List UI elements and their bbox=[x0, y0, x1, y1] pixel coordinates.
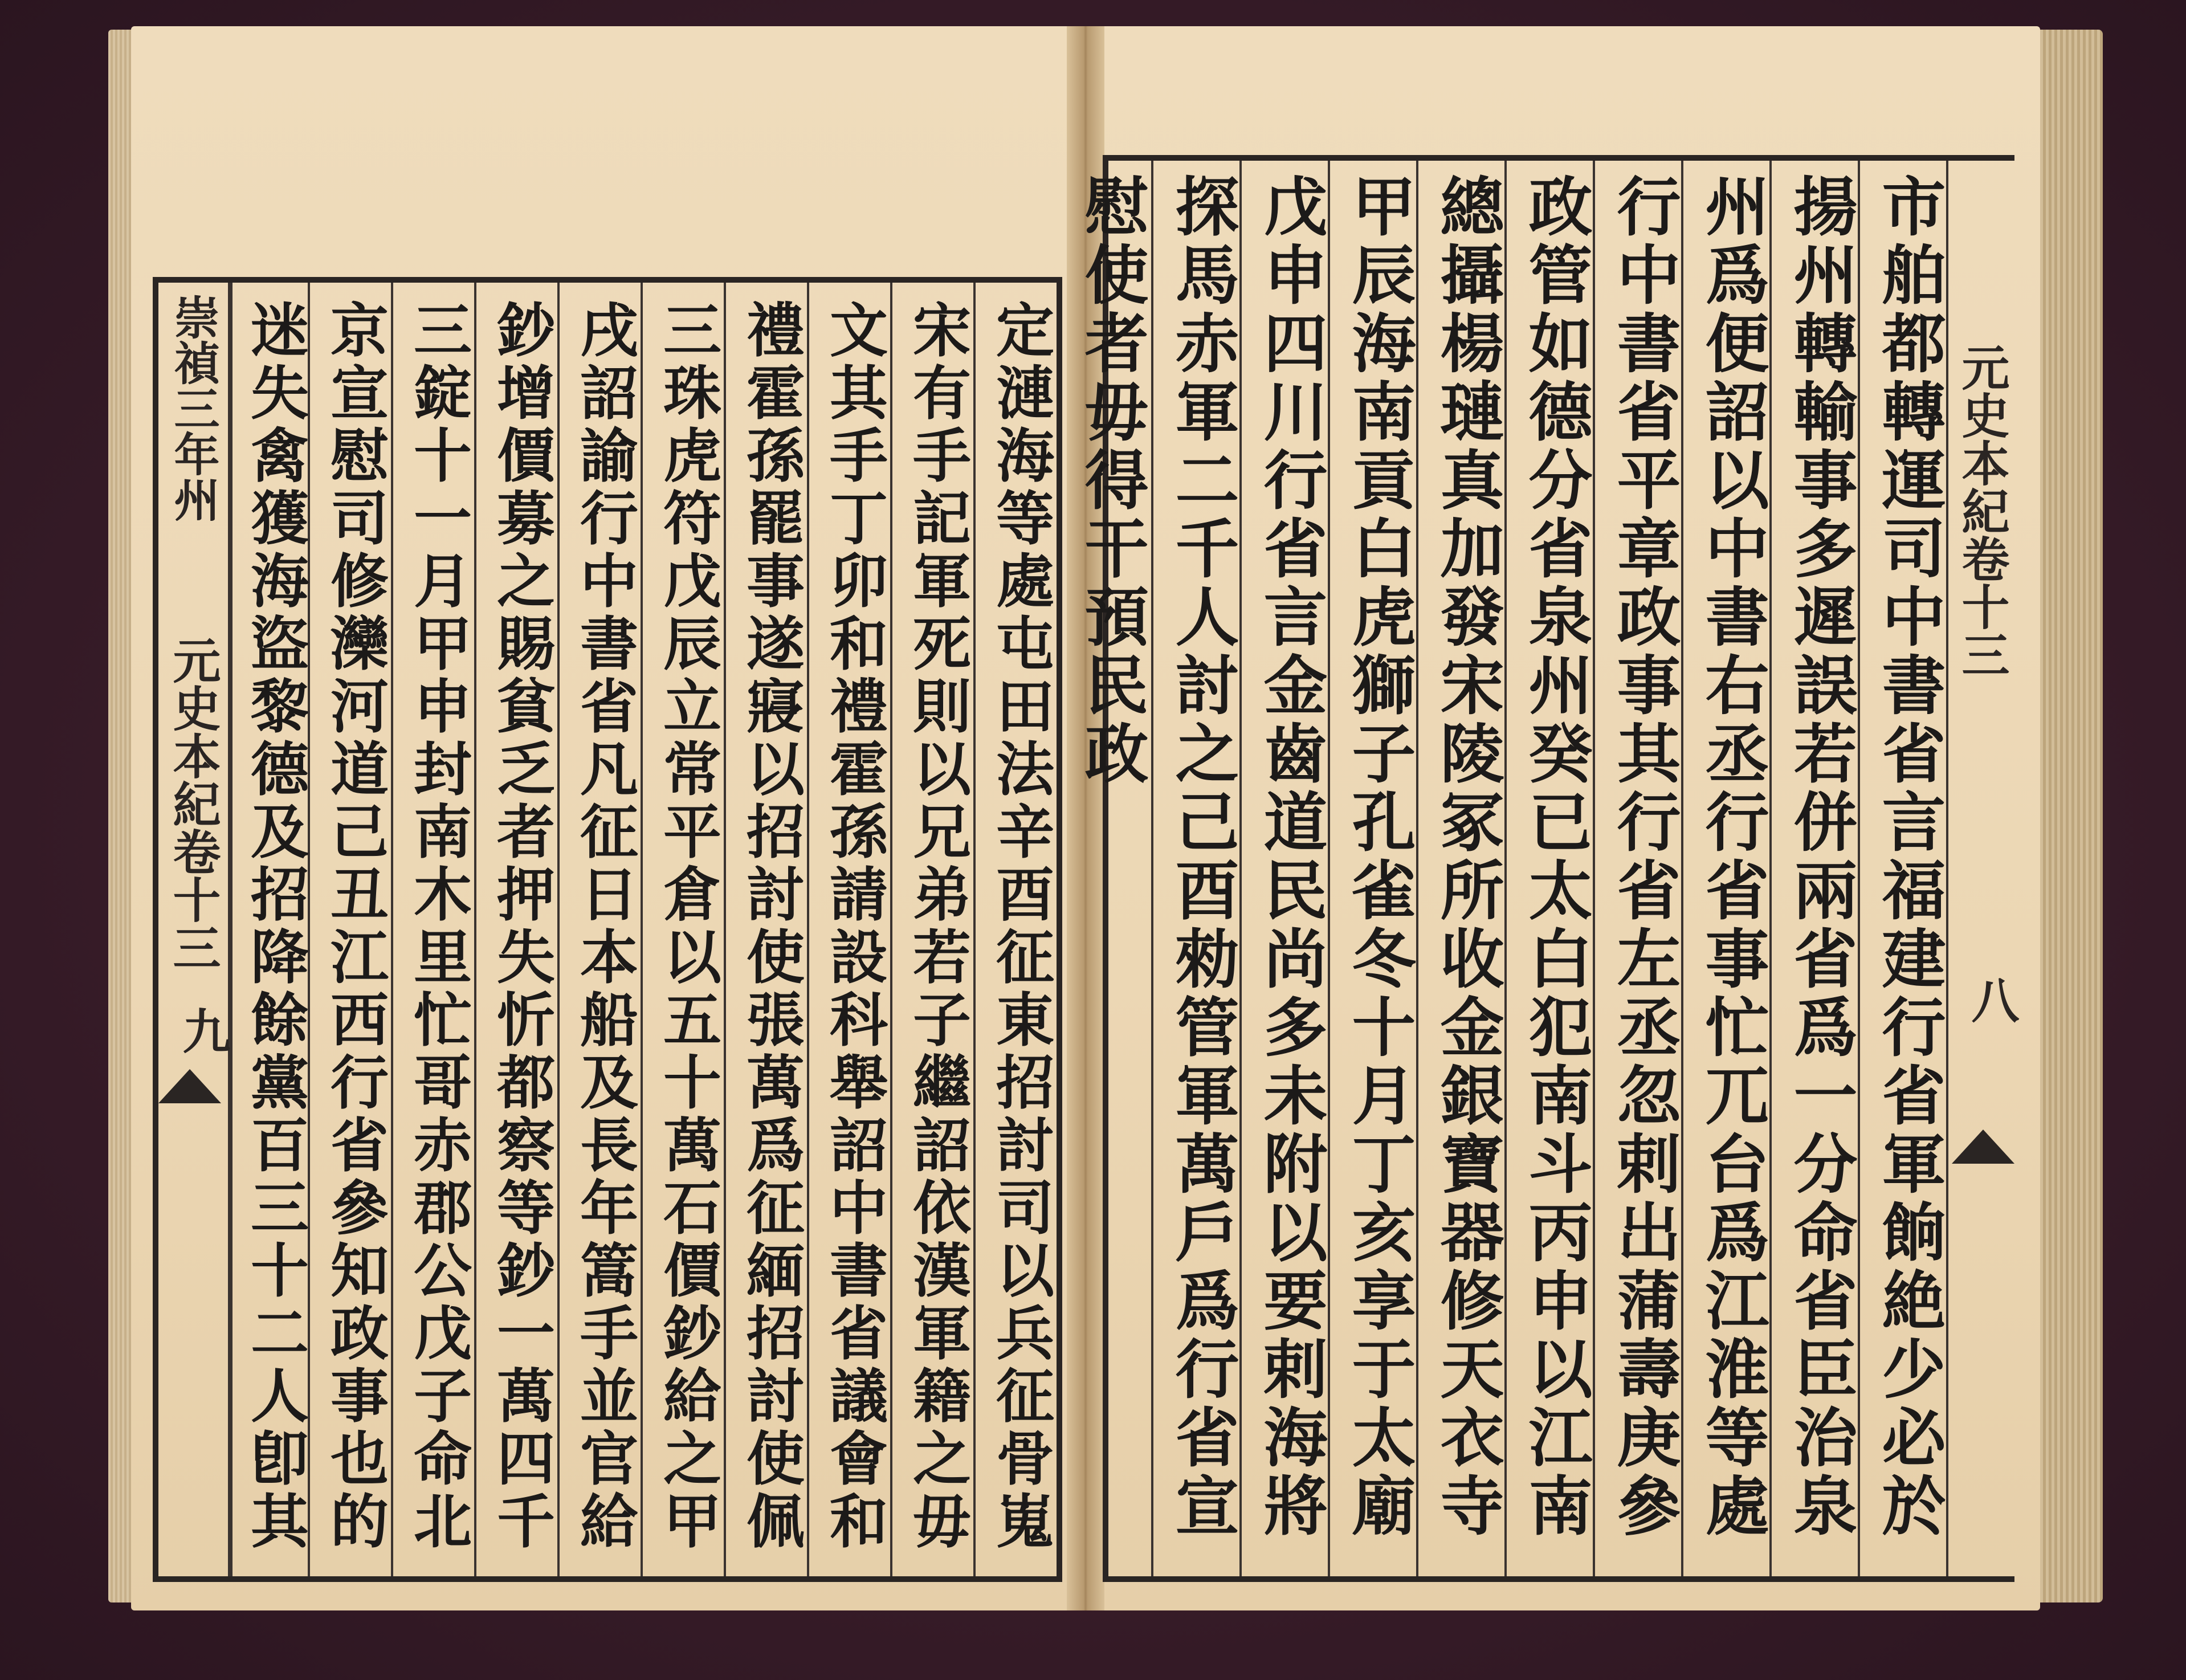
right-col-6 bbox=[1416, 161, 1504, 1576]
left-col-4 bbox=[724, 283, 807, 1576]
left-margin-strip bbox=[158, 283, 230, 1576]
right-text-frame bbox=[1074, 155, 2020, 1582]
right-col-3 bbox=[1681, 161, 1769, 1576]
left-col-9 bbox=[308, 283, 391, 1576]
text-column: 總攝楊璉真加發宋陵冢所收金銀寶器修天衣寺 bbox=[1430, 173, 1504, 1541]
text-column: 文其手丁卯和禮霍孫請設科舉詔中書省議會和 bbox=[820, 300, 888, 1553]
text-column: 宋有手記軍死則以兄弟若子繼詔依漢軍籍之毋 bbox=[903, 300, 972, 1553]
text-column: 三珠虎符戊辰立常平倉以五十萬石價鈔給之甲 bbox=[654, 300, 722, 1553]
text-column: 禮霍孫罷事遂寢以招討使張萬爲征緬招討使佩 bbox=[737, 300, 805, 1553]
text-column: 揚州轉輸事多遲誤若併兩省爲一分命省臣治泉 bbox=[1783, 173, 1858, 1541]
right-col-5 bbox=[1504, 161, 1593, 1576]
text-column: 甲辰海南貢白虎獅子孔雀冬十月丁亥享于太廟 bbox=[1341, 173, 1416, 1541]
text-column: 慰使者毋得干預民政 bbox=[1074, 173, 1149, 789]
text-column: 戌詔諭行中書省凡征日本船及長年篙手並官給 bbox=[570, 300, 639, 1553]
text-column: 州爲便詔以中書右丞行省事忙兀台爲江淮等處 bbox=[1695, 173, 1769, 1541]
fish-tail-ornament bbox=[1952, 1129, 2014, 1164]
left-col-3 bbox=[807, 283, 890, 1576]
right-col-8 bbox=[1239, 161, 1328, 1576]
right-col-2 bbox=[1769, 161, 1858, 1576]
right-col-10 bbox=[1063, 161, 1151, 1576]
left-col-10 bbox=[230, 283, 308, 1576]
text-column: 行中書省平章政事其行省左丞忽剌出蒲壽庚參 bbox=[1606, 173, 1681, 1541]
left-col-5 bbox=[641, 283, 724, 1576]
text-column: 探馬赤軍二千人討之己酉勑管軍萬戶爲行省宣 bbox=[1165, 173, 1239, 1541]
text-column: 政管如德分省泉州癸已太白犯南斗丙申以江南 bbox=[1518, 173, 1593, 1541]
left-margin-title: 元史本紀卷十三 bbox=[165, 636, 222, 971]
fish-tail-ornament bbox=[158, 1069, 221, 1103]
left-col-8 bbox=[391, 283, 474, 1576]
right-col-1 bbox=[1858, 161, 1946, 1576]
text-column: 三錠十一月甲申封南木里忙哥赤郡公戊子命北 bbox=[404, 300, 472, 1553]
text-column: 鈔增價募之賜貧乏者押失忻都察等鈔一萬四千 bbox=[487, 300, 556, 1553]
right-col-4 bbox=[1593, 161, 1681, 1576]
text-column: 戊申四川行省言金齒道民尚多未附以要剌海將 bbox=[1253, 173, 1328, 1541]
left-margin-upper: 崇禎三年州 bbox=[166, 294, 220, 522]
left-text-frame bbox=[153, 277, 1062, 1582]
right-col-9 bbox=[1151, 161, 1239, 1576]
right-margin-folio: 八 bbox=[1964, 976, 2020, 1024]
left-margin-folio: 九 bbox=[175, 1006, 231, 1054]
left-col-2 bbox=[890, 283, 973, 1576]
right-margin-title: 元史本紀卷十三 bbox=[1954, 343, 2010, 678]
left-col-7 bbox=[474, 283, 557, 1576]
right-margin-strip bbox=[1946, 161, 2020, 1576]
right-col-7 bbox=[1328, 161, 1416, 1576]
text-column: 迷失禽獲海盜黎德及招降餘黨百三十二人卽其 bbox=[241, 300, 309, 1553]
left-col-1 bbox=[973, 283, 1057, 1576]
text-column: 京宣慰司修灤河道己丑江西行省參知政事也的 bbox=[321, 300, 389, 1553]
text-column: 定漣海等處屯田法辛酉征東招討司以兵征骨嵬 bbox=[986, 300, 1055, 1553]
text-column: 市舶都轉運司中書省言福建行省軍餉絶少必於 bbox=[1871, 173, 1946, 1541]
left-col-6 bbox=[557, 283, 641, 1576]
